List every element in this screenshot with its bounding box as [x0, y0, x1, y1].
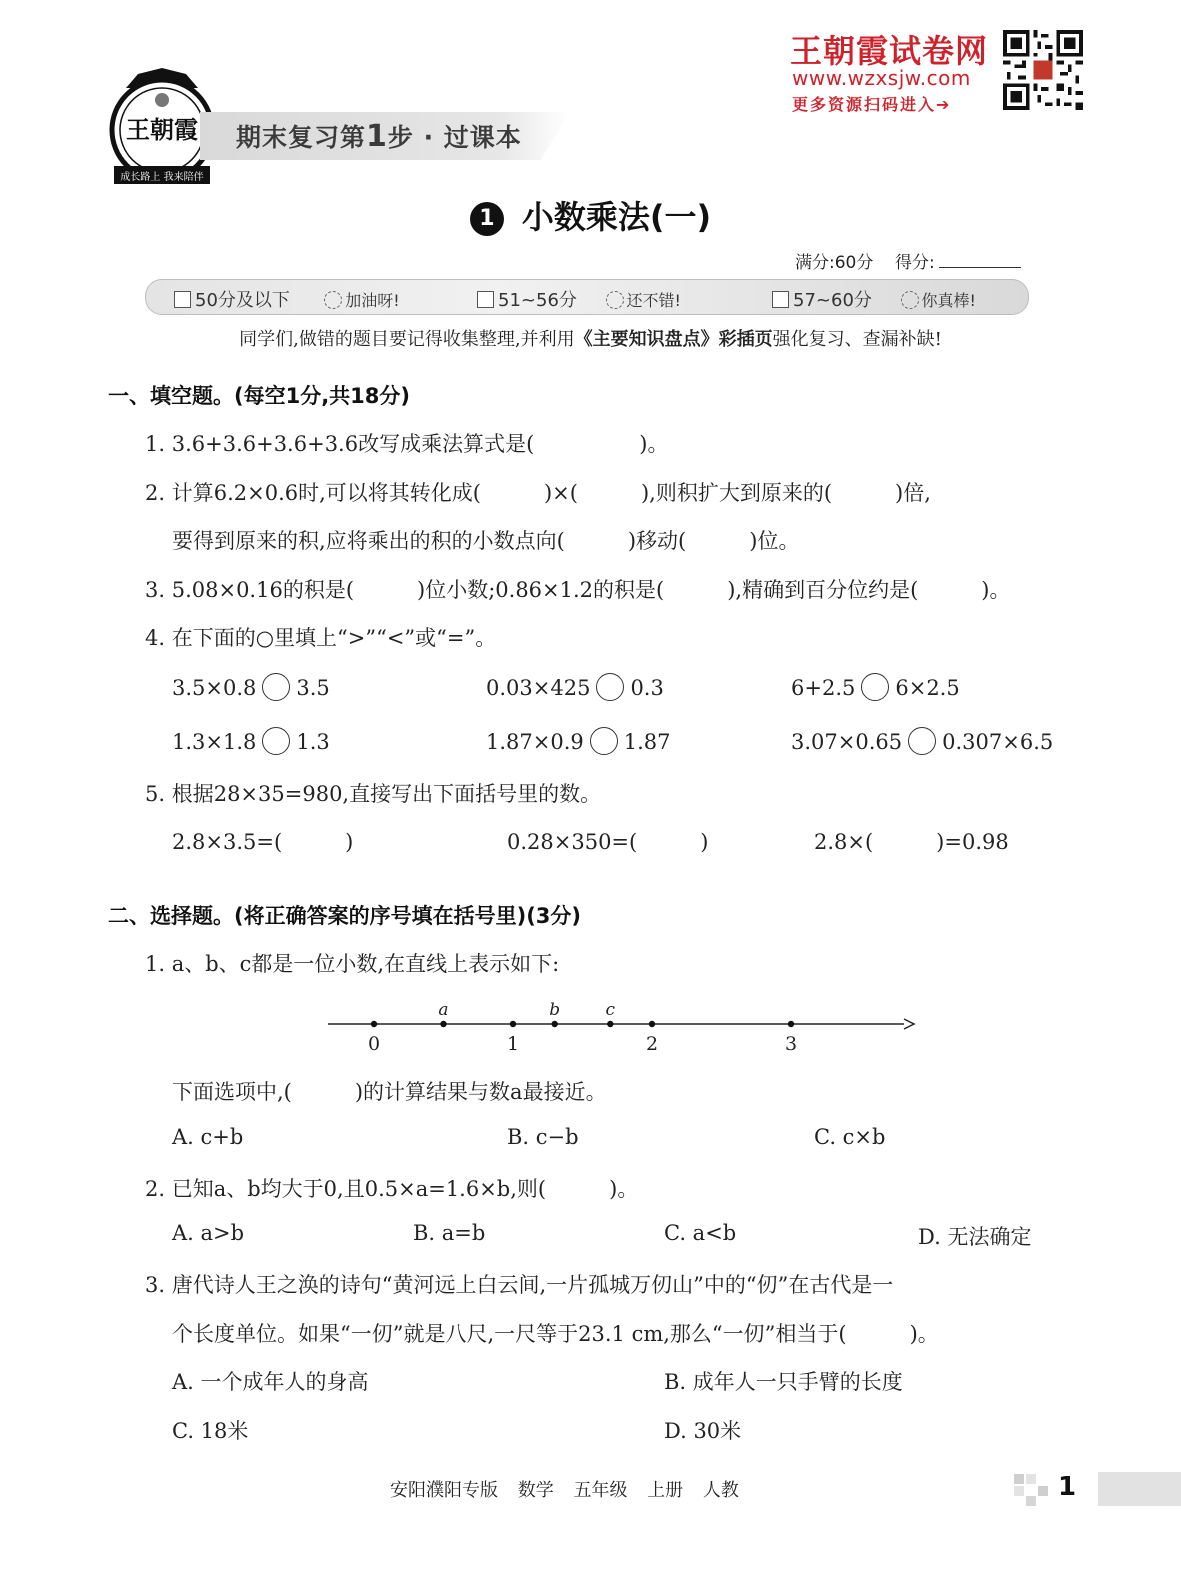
brand-logo-badge	[108, 68, 216, 188]
checkbox-icon[interactable]	[477, 291, 494, 308]
footer-edition: 安阳濮阳专版 数学 五年级 上册 人教	[390, 1480, 739, 1501]
option[interactable]: C. 18米	[172, 1419, 249, 1443]
tick-dot	[510, 1021, 516, 1027]
smile-icon	[606, 291, 624, 309]
s1-question-4: 4. 在下面的○里填上“>”“<”或“=”。	[145, 626, 497, 650]
option[interactable]: A. a>b	[172, 1221, 245, 1245]
tick-label: 1	[506, 1033, 520, 1055]
option[interactable]: A. 一个成年人的身高	[172, 1370, 369, 1394]
score-label: 得分:	[894, 253, 935, 273]
s2-question-3-line-1: 3. 唐代诗人王之涣的诗句“黄河远上白云间,一片孤城万仞山”中的“仞”在古代是一	[145, 1273, 894, 1297]
logo-motto: 成长路上 我来陪伴	[120, 172, 204, 183]
tick-label: 0	[367, 1033, 381, 1055]
s2-question-1: 1. a、b、c都是一位小数,在直线上表示如下:	[145, 952, 560, 976]
tick-label: 2	[645, 1033, 659, 1055]
tick-dot	[788, 1021, 794, 1027]
brand-name: 王朝霞试卷网	[790, 32, 989, 70]
compare-item: 0.03×425 0.3	[486, 673, 664, 701]
rating-item: 57~60分 你真棒!	[772, 286, 976, 312]
compare-item: 1.3×1.8 1.3	[172, 727, 330, 755]
compare-circle[interactable]	[908, 727, 936, 755]
compare-circle[interactable]	[861, 673, 889, 701]
score-blank[interactable]	[939, 251, 1021, 268]
step-banner-text: 期末复习第1步 · 过课本	[236, 119, 522, 154]
point-label: a	[438, 1000, 449, 1020]
compare-circle[interactable]	[596, 673, 624, 701]
s1-question-5-item: 2.8×( )=0.98	[814, 830, 1009, 854]
brand-more-link[interactable]: 更多资源扫码进入➔	[792, 95, 952, 114]
point-dot	[440, 1021, 446, 1027]
smile-icon	[901, 291, 919, 309]
arrow-right-icon: ➔	[936, 95, 952, 114]
unit-title: 1 小数乘法(一)	[0, 192, 1181, 238]
s2-question-3-line-2: 个长度单位。如果“一仞”就是八尺,一尺等于23.1 cm,那么“一仞”相当于( )。	[172, 1322, 939, 1346]
rating-bar	[145, 279, 1029, 315]
s1-question-5-item: 0.28×350=( )	[507, 830, 709, 854]
s2-question-1-text: 下面选项中,( )的计算结果与数a最接近。	[172, 1080, 607, 1104]
rating-item: 50分及以下 加油呀!	[174, 286, 400, 312]
full-score: 满分:60分	[795, 253, 874, 273]
option[interactable]: C. a<b	[664, 1221, 737, 1245]
checkbox-icon[interactable]	[174, 291, 191, 308]
option[interactable]: D. 无法确定	[918, 1225, 1032, 1249]
checkbox-icon[interactable]	[772, 291, 789, 308]
unit-number-badge: 1	[470, 202, 504, 236]
s1-question-3: 3. 5.08×0.16的积是( )位小数;0.86×1.2的积是( ),精确到百分位约是( )。	[145, 578, 1011, 602]
option[interactable]: B. 成年人一只手臂的长度	[664, 1370, 903, 1394]
option[interactable]: D. 30米	[664, 1419, 742, 1443]
point-label: c	[605, 1000, 616, 1020]
s1-question-5: 5. 根据28×35=980,直接写出下面括号里的数。	[145, 782, 602, 806]
option[interactable]: B. a=b	[413, 1221, 486, 1245]
page-corner-icon	[1014, 1474, 1050, 1506]
s1-question-5-item: 2.8×3.5=( )	[172, 830, 354, 854]
option[interactable]: B. c−b	[507, 1125, 579, 1149]
compare-circle[interactable]	[262, 673, 290, 701]
number-line	[326, 1000, 916, 1060]
s1-question-2-line-2: 要得到原来的积,应将乘出的积的小数点向( )移动( )位。	[172, 529, 800, 553]
option[interactable]: A. c+b	[172, 1125, 244, 1149]
compare-item: 6+2.5 6×2.5	[791, 673, 960, 701]
compare-circle[interactable]	[262, 727, 290, 755]
page-number-tab	[1098, 1472, 1181, 1506]
point-dot	[607, 1021, 613, 1027]
brand-url[interactable]: www.wzxsjw.com	[792, 66, 971, 90]
compare-circle[interactable]	[590, 727, 618, 755]
qr-code-icon[interactable]	[1003, 30, 1083, 110]
tick-dot	[371, 1021, 377, 1027]
compare-item: 3.5×0.8 3.5	[172, 673, 330, 701]
arrow-right-icon	[904, 1019, 914, 1029]
score-line	[795, 248, 1021, 273]
point-label: b	[549, 1000, 561, 1020]
s1-question-2-line-1: 2. 计算6.2×0.6时,可以将其转化成( )×( ),则积扩大到原来的( )倍,	[145, 481, 931, 505]
point-dot	[552, 1021, 558, 1027]
s2-question-2: 2. 已知a、b均大于0,且0.5×a=1.6×b,则( )。	[145, 1177, 639, 1201]
smile-icon	[324, 291, 342, 309]
compare-item: 1.87×0.9 1.87	[486, 727, 671, 755]
section-2-title: 二、选择题。(将正确答案的序号填在括号里)(3分)	[108, 904, 582, 928]
section-1-title: 一、填空题。(每空1分,共18分)	[108, 384, 411, 408]
review-note: 同学们,做错的题目要记得收集整理,并利用《主要知识盘点》彩插页强化复习、查漏补缺!	[239, 329, 942, 350]
logo-name: 王朝霞	[126, 115, 198, 144]
page-number: 1	[1058, 1472, 1077, 1502]
option[interactable]: C. c×b	[814, 1125, 886, 1149]
compare-item: 3.07×0.65 0.307×6.5	[791, 727, 1053, 755]
tick-label: 3	[784, 1033, 798, 1055]
tick-dot	[649, 1021, 655, 1027]
s1-question-1: 1. 3.6+3.6+3.6+3.6改写成乘法算式是( )。	[145, 432, 669, 456]
rating-item: 51~56分 还不错!	[477, 286, 681, 312]
